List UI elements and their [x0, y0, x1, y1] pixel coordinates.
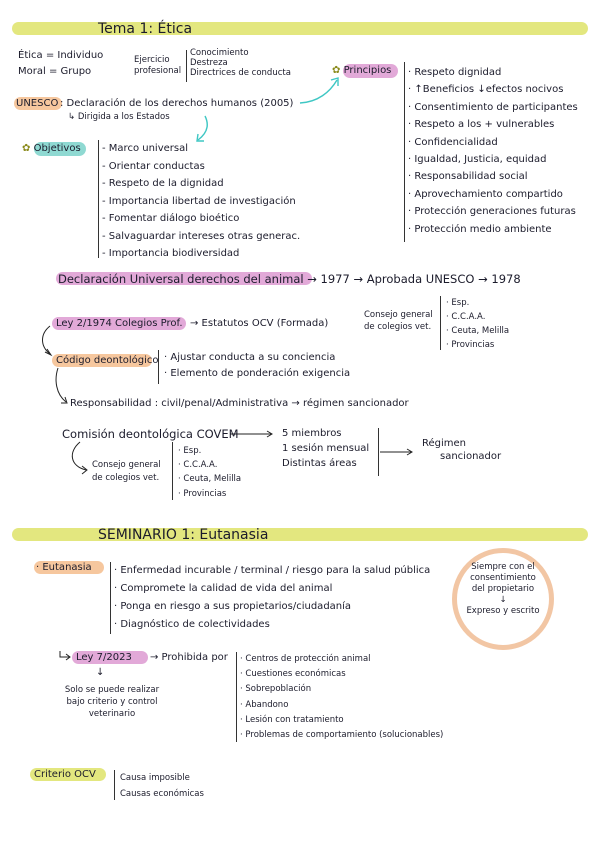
eutanasia-item: · Compromete la calidad de vida del animal [114, 583, 333, 594]
ley-label: Ley 2/1974 Colegios Prof. [56, 318, 183, 329]
prohibida-item: · Abandono [240, 699, 289, 710]
prohibida-list [240, 652, 443, 743]
eutanasia-list [114, 562, 430, 634]
consejo-line2: de colegios vet. [364, 322, 432, 332]
siempre-block [462, 562, 544, 617]
consejo2-line1: Consejo general [92, 460, 161, 470]
consejo-item: · Esp. [446, 298, 470, 308]
consejo2-item: · Ceuta, Melilla [178, 474, 242, 485]
objetivos-item: - Importancia libertad de investigación [102, 195, 296, 207]
consejo2-list [178, 444, 241, 501]
principios-bracket [404, 62, 405, 242]
etica-line1: Ética = Individuo [18, 50, 104, 61]
objetivos-heading [22, 143, 81, 155]
consejo2-item: · C.C.A.A. [178, 460, 218, 471]
objetivos-label: Objetivos [33, 143, 81, 154]
principios-item: · Aprovechamiento compartido [408, 188, 563, 200]
ejercicio-line2: profesional [134, 66, 182, 76]
solo-line1: Solo se puede realizar [64, 685, 160, 695]
consejo2-item: · Esp. [178, 446, 202, 456]
siempre-line3: del propietario [471, 584, 535, 594]
ejercicio-item: Conocimiento [190, 48, 249, 58]
solo-arrow: ↓ [96, 667, 105, 678]
comision-bracket [378, 428, 379, 476]
ejercicio-item: Directrices de conducta [190, 68, 291, 78]
principios-item: · Confidencialidad [408, 136, 498, 148]
codigo-item: · Ajustar conducta a su conciencia [164, 352, 336, 363]
estatutos-text: → Estatutos OCV (Formada) [190, 318, 329, 329]
eutanasia-item: · Ponga en riesgo a sus propietarios/ciudadanía [114, 601, 352, 612]
ejercicio-bracket [186, 50, 187, 82]
star-icon: ✿ [22, 143, 31, 154]
regimen-line1: Régimen [422, 438, 467, 449]
declaracion-text: Declaración Universal derechos del animal → 1977 → Aprobada UNESCO → 1978 [58, 272, 521, 286]
ejercicio-list [190, 48, 291, 78]
solo-line3: veterinario [88, 709, 136, 719]
objetivos-item: - Orientar conductas [102, 160, 205, 172]
principios-label: Principios [343, 65, 392, 76]
principios-item: · Igualdad, Justicia, equidad [408, 154, 547, 166]
prohibida-item: · Sobrepoblación [240, 684, 312, 695]
objetivos-item: - Respeto de la dignidad [102, 178, 224, 189]
prohibida-item: · Problemas de comportamiento (solucionables) [240, 730, 444, 741]
ejercicio-item: Destreza [190, 58, 228, 68]
star-icon: ✿ [332, 65, 341, 76]
objetivos-list [102, 140, 300, 263]
comision-item: Distintas áreas [282, 458, 357, 469]
prohibida-item: · Centros de protección animal [240, 654, 371, 664]
responsabilidad-text: Responsabilidad : civil/penal/Administrativa → régimen sancionador [70, 398, 409, 409]
consejo-list [446, 296, 509, 352]
principios-item: · Respeto dignidad [408, 67, 502, 78]
ley-to-codigo-arrow [43, 326, 51, 354]
codigo-item: · Elemento de ponderación exigencia [164, 368, 351, 379]
consejo-item: · Ceuta, Melilla [446, 326, 510, 336]
principios-item: · Consentimiento de participantes [408, 101, 578, 113]
siempre-line2: consentimiento [470, 573, 536, 583]
unesco-text: : Declaración de los derechos humanos (2005) [60, 98, 294, 109]
consejo-line1: Consejo general [364, 310, 433, 320]
consejo-item: · Provincias [446, 340, 495, 350]
prohibida-item: · Lesión con tratamiento [240, 714, 344, 725]
criterio-item: Causas económicas [120, 789, 204, 799]
eutanasia-bracket [110, 562, 111, 634]
criterio-item: Causa imposible [120, 773, 190, 783]
codigo-label: Código deontológico [56, 355, 159, 366]
principios-list [408, 64, 578, 238]
comision-list [282, 426, 369, 471]
siempre-arrow: ↓ [499, 595, 507, 605]
comision-text: Comisión deontológica COVEM [62, 427, 239, 441]
eutanasia-item: · Diagnóstico de colectividades [114, 619, 270, 630]
criterio-bracket [114, 770, 115, 800]
consejo2-item: · Provincias [178, 488, 227, 499]
siempre-line4: Expreso y escrito [466, 606, 540, 616]
principios-item: · ↑Beneficios ↓efectos nocivos [408, 84, 564, 96]
consejo-item: · C.C.A.A. [446, 312, 486, 322]
siempre-line1: Siempre con el [471, 562, 535, 572]
comision-item: 1 sesión mensual [282, 443, 370, 454]
principios-item: · Protección medio ambiente [408, 223, 552, 235]
consejo-bracket [440, 296, 441, 350]
objetivos-item: - Fomentar diálogo bioético [102, 213, 240, 224]
prohibida-bracket [236, 652, 237, 742]
principios-item: · Respeto a los + vulnerables [408, 119, 555, 131]
ejercicio-line1: Ejercicio [134, 55, 170, 65]
etica-line2: Moral = Grupo [18, 66, 92, 77]
principios-item: · Protección generaciones futuras [408, 206, 576, 218]
eutanasia-label: · Eutanasia [36, 562, 92, 573]
criterio-label: Criterio OCV [34, 769, 96, 780]
consejo2-line2: de colegios vet. [92, 473, 160, 483]
ley2-label: Ley 7/2023 [76, 652, 132, 663]
title1: Tema 1: Ética [98, 21, 193, 37]
unesco-to-principios-arrow [300, 80, 337, 103]
regimen-line2: sancionador [440, 451, 502, 462]
eutanasia-item: · Enfermedad incurable / terminal / riesgo para la salud pública [114, 565, 431, 576]
codigo-to-responsabilidad-arrow [56, 368, 66, 402]
comision-item: 5 miembros [282, 428, 342, 439]
objetivos-item: - Marco universal [102, 143, 188, 154]
prohibida-text: → Prohibida por [150, 652, 228, 663]
prohibida-item: · Cuestiones económicas [240, 669, 346, 680]
codigo-list [164, 350, 350, 382]
principios-item: · Responsabilidad social [408, 171, 528, 183]
title2: SEMINARIO 1: Eutanasia [98, 527, 269, 543]
solo-line2: bajo criterio y control [66, 697, 158, 707]
objetivos-item: - Salvaguardar intereses otras generac. [102, 230, 301, 242]
unesco-to-objetivos-arrow [198, 116, 207, 140]
solo-block [54, 684, 170, 720]
principios-heading [332, 65, 391, 77]
objetivos-bracket [98, 140, 99, 258]
objetivos-item: - Importancia biodiversidad [102, 248, 240, 259]
consejo2-bracket [172, 442, 173, 500]
unesco-label: UNESCO [16, 98, 59, 109]
criterio-list [120, 770, 204, 802]
unesco-sub: ↳ Dirigida a los Estados [68, 112, 170, 122]
comision-to-consejo-arrow [72, 442, 86, 470]
